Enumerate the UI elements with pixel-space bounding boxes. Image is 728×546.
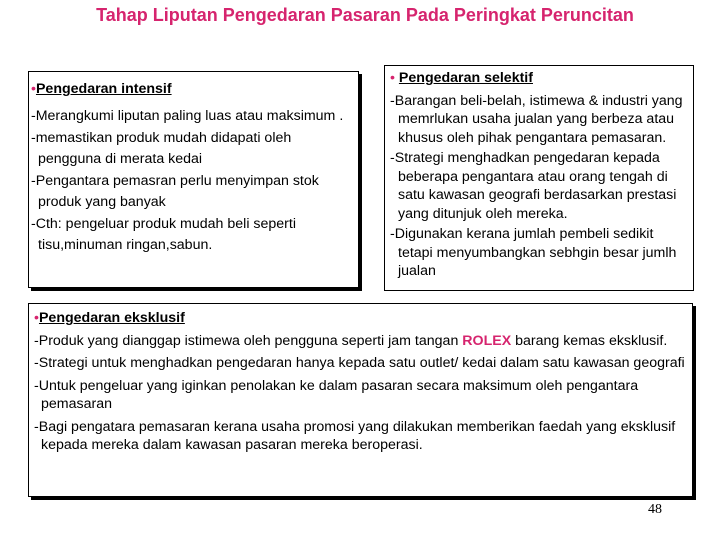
eksklusif-heading: Pengedaran eksklusif — [38, 310, 185, 326]
list-item: -Barangan beli-belah, istimewa & industri yang memrlukan usaha jualan yang berbeza atau khusus oleh pihak pengantara pemasaran. — [390, 92, 683, 146]
intensif-heading: Pengedaran intensif — [35, 81, 172, 97]
list-item: -Digunakan kerana jumlah pembeli sedikit tetapi menyumbangkan sebhgin besar jumlh jualan — [390, 226, 677, 279]
intensif-heading-line — [31, 79, 354, 100]
slide-title: Tahap Liputan Pengedaran Pasaran Pada Peringkat Peruncitan — [96, 5, 634, 25]
bullet-icon: • — [31, 81, 36, 97]
list-item: -Produk yang dianggap istimewa oleh pengguna seperti jam tangan ROLEX barang kemas eksklusif. — [34, 332, 668, 349]
list-item: -Strategi untuk menghadkan pengedaran hanya kepada satu outlet/ kedai dalam satu kawasan geografi — [34, 355, 685, 371]
list-item: -Strategi menghadkan pengedaran kepada beberapa pengantara atau orang tengah di satu kawasan geografi berdasarkan prestasi yang ditunjuk oleh mereka. — [390, 150, 677, 222]
bullet-icon: • — [390, 70, 395, 86]
page-number: 48 — [648, 502, 662, 517]
list-item: -Pengantara pemasran perlu menyimpan stok produk yang banyak — [31, 173, 319, 210]
bullet-icon: • — [34, 310, 39, 326]
brand-highlight: ROLEX — [462, 332, 512, 349]
eksklusif-heading-line — [34, 309, 688, 328]
selektif-heading-line — [390, 69, 689, 88]
list-item: -memastikan produk mudah didapati oleh pengguna di merata kedai — [31, 130, 292, 167]
list-item: -Untuk pengeluar yang iginkan penolakan ke dalam pasaran secara maksimum oleh pengantara pemasaran — [34, 377, 639, 412]
selektif-box — [384, 65, 694, 291]
list-item: -Merangkumi liputan paling luas atau maksimum . — [31, 107, 344, 124]
intensif-box — [28, 71, 359, 288]
list-item: -Bagi pengatara pemasaran kerana usaha promosi yang dilakukan memberikan faedah yang eksklusif kepada mereka dalam kawasan pasaran mereka beroperasi. — [34, 418, 676, 453]
list-item: -Cth: pengeluar produk mudah beli seperti tisu,minuman ringan,sabun. — [31, 216, 296, 253]
eksklusif-box — [28, 303, 693, 497]
selektif-heading: Pengedaran selektif — [398, 70, 533, 86]
